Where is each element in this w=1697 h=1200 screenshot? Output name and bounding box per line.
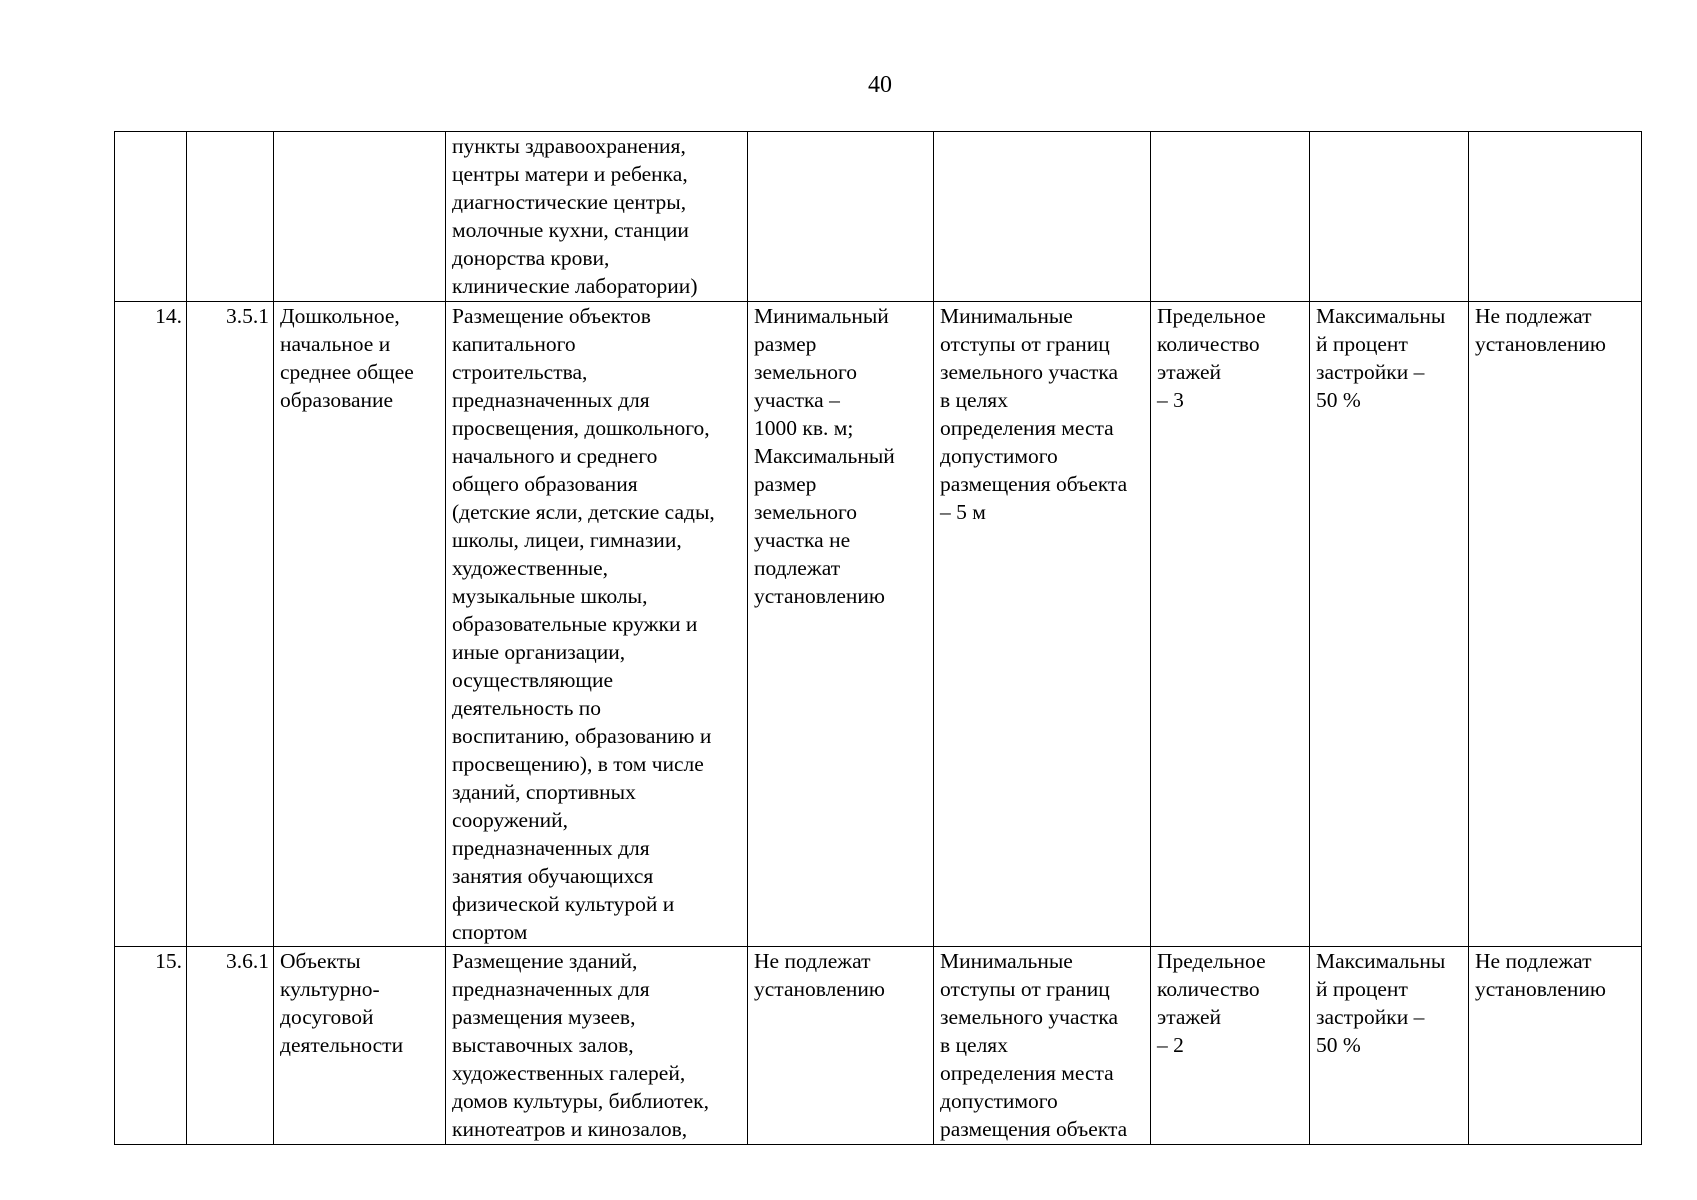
plot-size-cell bbox=[748, 132, 934, 302]
setbacks-cell: Минимальные отступы от границ земельного участка в целях определения места допустимого размещения объекта – 5 м bbox=[934, 302, 1151, 947]
use-name-cell: Объекты культурно- досуговой деятельности bbox=[274, 947, 446, 1145]
use-code-cell: 3.5.1 bbox=[187, 302, 274, 947]
coverage-cell: Максимальны й процент застройки – 50 % bbox=[1310, 302, 1469, 947]
floors-cell: Предельное количество этажей – 2 bbox=[1151, 947, 1310, 1145]
use-code-cell: 3.6.1 bbox=[187, 947, 274, 1145]
other-restrictions-cell: Не подлежат установлению bbox=[1469, 947, 1642, 1145]
coverage-cell: Максимальны й процент застройки – 50 % bbox=[1310, 947, 1469, 1145]
page-number: 40 bbox=[868, 72, 892, 98]
row-number-cell: 14. bbox=[115, 302, 187, 947]
other-restrictions-cell bbox=[1469, 132, 1642, 302]
row-number-cell bbox=[115, 132, 187, 302]
coverage-cell bbox=[1310, 132, 1469, 302]
floors-cell bbox=[1151, 132, 1310, 302]
use-name-cell: Дошкольное, начальное и среднее общее образование bbox=[274, 302, 446, 947]
setbacks-cell: Минимальные отступы от границ земельного участка в целях определения места допустимого размещения объекта bbox=[934, 947, 1151, 1145]
other-restrictions-cell: Не подлежат установлению bbox=[1469, 302, 1642, 947]
table-row-15 bbox=[115, 947, 1642, 1145]
use-name-cell bbox=[274, 132, 446, 302]
table-row-continued bbox=[115, 132, 1642, 302]
use-description-cell: Размещение зданий, предназначенных для размещения музеев, выставочных залов, художественных галерей, домов культуры, библиотек, кинотеатров и кинозалов, bbox=[446, 947, 748, 1145]
plot-size-cell: Не подлежат установлению bbox=[748, 947, 934, 1145]
plot-size-cell: Минимальный размер земельного участка – 1000 кв. м; Максимальный размер земельного участка не подлежат установлению bbox=[748, 302, 934, 947]
floors-cell: Предельное количество этажей – 3 bbox=[1151, 302, 1310, 947]
use-description-cell: Размещение объектов капитального строительства, предназначенных для просвещения, дошкольного, начального и среднего общего образования (детские ясли, детские сады, школы, лицеи, гимназии, художественные, музыкальные школы, образовательные кружки и иные организации, осуществляющие деятельность по воспитанию, образованию и просвещению), в том числе зданий, спортивных сооружений, предназначенных для занятия обучающихся физической культурой и спортом bbox=[446, 302, 748, 947]
row-number-cell: 15. bbox=[115, 947, 187, 1145]
table-row-14 bbox=[115, 302, 1642, 947]
setbacks-cell bbox=[934, 132, 1151, 302]
use-code-cell bbox=[187, 132, 274, 302]
land-use-regulations-table bbox=[114, 131, 1642, 1145]
use-description-cell: пункты здравоохранения, центры матери и ребенка, диагностические центры, молочные кухни, станции донорства крови, клинические лаборатории) bbox=[446, 132, 748, 302]
